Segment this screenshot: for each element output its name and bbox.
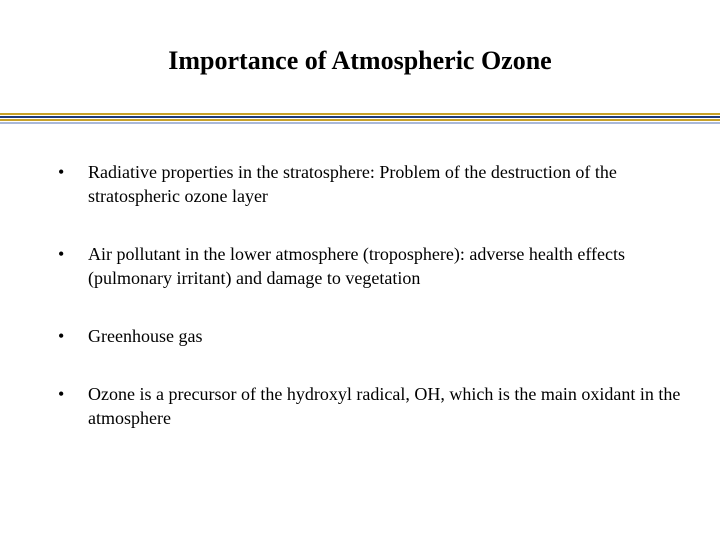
bullet-item bbox=[58, 324, 698, 348]
bullet-text: Ozone is a precursor of the hydroxyl radical, OH, which is the main oxidant in the atmosphere bbox=[88, 384, 681, 428]
bullet-text: Air pollutant in the lower atmosphere (troposphere): adverse health effects (pulmonary irritant) and damage to vegetation bbox=[88, 244, 625, 288]
bullet-marker: • bbox=[58, 326, 65, 346]
title-divider bbox=[0, 113, 720, 125]
bullet-item bbox=[58, 160, 698, 208]
bullet-marker: • bbox=[58, 384, 65, 404]
divider-line-light bbox=[0, 122, 720, 124]
bullet-list bbox=[58, 160, 698, 464]
bullet-marker: • bbox=[58, 162, 65, 182]
bullet-marker: • bbox=[58, 244, 65, 264]
bullet-text: Radiative properties in the stratosphere: Problem of the destruction of the stratospheric ozone layer bbox=[88, 162, 617, 206]
divider-line-navy bbox=[0, 116, 720, 118]
divider-line-gold-bottom bbox=[0, 119, 720, 121]
divider-line-gold-top bbox=[0, 113, 720, 115]
bullet-text: Greenhouse gas bbox=[88, 326, 203, 346]
slide-title: Importance of Atmospheric Ozone bbox=[168, 46, 552, 75]
bullet-item bbox=[58, 242, 698, 290]
bullet-item bbox=[58, 382, 698, 430]
